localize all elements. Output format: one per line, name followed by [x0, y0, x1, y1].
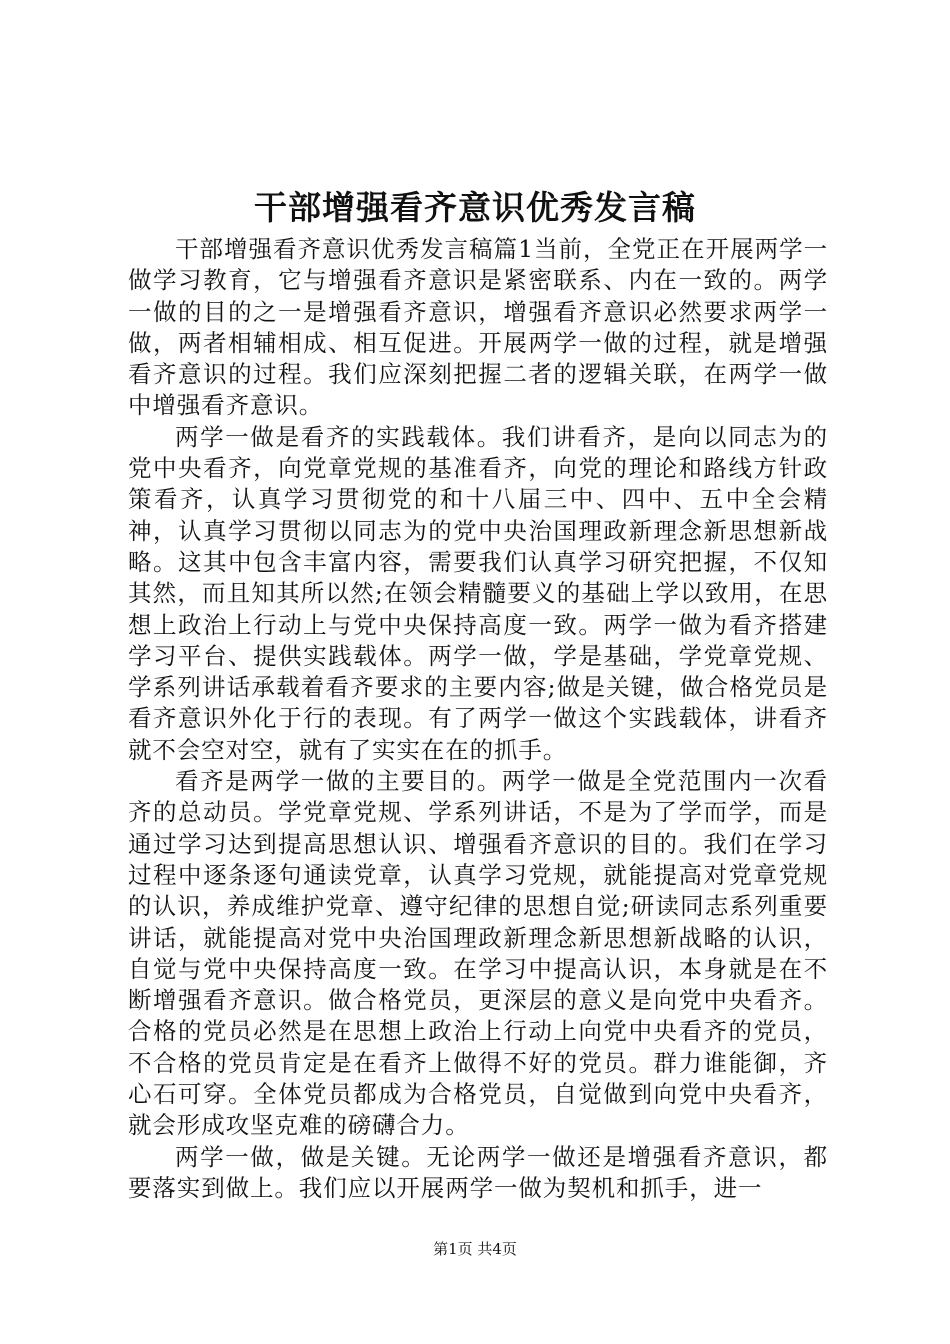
paragraph-2: 两学一做是看齐的实践载体。我们讲看齐，是向以同志为的党中央看齐，向党章党规的基准看齐，向党的理论和路线方针政策看齐，认真学习贯彻党的和十八届三中、四中、五中全会精神，认真学习贯彻以同志为的党中央治国理政新理念新思想新战略。这其中包含丰富内容，需要我们认真学习研究把握，不仅知其然，而且知其所以然;在领会精髓要义的基础上学以致用，在思想上政治上行动上与党中央保持高度一致。两学一做为看齐搭建学习平台、提供实践载体。两学一做，学是基础，学党章党规、学系列讲话承载着看齐要求的主要内容;做是关键，做合格党员是看齐意识外化于行的表现。有了两学一做这个实践载体，讲看齐就不会空对空，就有了实实在在的抓手。	[128, 422, 828, 764]
page-number-footer: 第1页 共4页	[433, 1240, 517, 1258]
paragraph-4: 两学一做，做是关键。无论两学一做还是增强看齐意识，都要落实到做上。我们应以开展两学一做为契机和抓手，进一	[128, 1142, 828, 1202]
document-title: 干部增强看齐意识优秀发言稿	[254, 188, 696, 227]
paragraph-3: 看齐是两学一做的主要目的。两学一做是全党范围内一次看齐的总动员。学党章党规、学系列讲话，不是为了学而学，而是通过学习达到提高思想认识、增强看齐意识的目的。我们在学习过程中逐条逐句通读党章，认真学习党规，就能提高对党章党规的认识，养成维护党章、遵守纪律的思想自觉;研读同志系列重要讲话，就能提高对党中央治国理政新理念新思想新战略的认识，自觉与党中央保持高度一致。在学习中提高认识，本身就是在不断增强看齐意识。做合格党员，更深层的意义是向党中央看齐。合格的党员必然是在思想上政治上行动上向党中央看齐的党员，不合格的党员肯定是在看齐上做得不好的党员。群力谁能御，齐心石可穿。全体党员都成为合格党员，自觉做到向党中央看齐，就会形成攻坚克难的磅礴合力。	[128, 767, 828, 1140]
paragraph-1: 干部增强看齐意识优秀发言稿篇1当前，全党正在开展两学一做学习教育，它与增强看齐意识是紧密联系、内在一致的。两学一做的目的之一是增强看齐意识，增强看齐意识必然要求两学一做，两者相辅相成、相互促进。开展两学一做的过程，就是增强看齐意识的过程。我们应深刻把握二者的逻辑关联，在两学一做中增强看齐意识。	[128, 235, 828, 420]
document-body	[128, 234, 828, 1204]
